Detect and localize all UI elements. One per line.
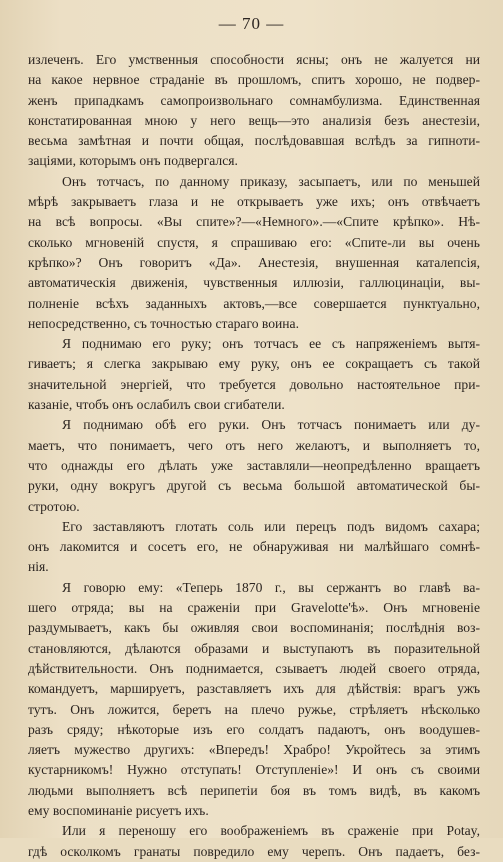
text-line: Я говорю ему: «Теперь 1870 г., вы сержантъ во главѣ ва- [62,579,480,595]
text-line: автоматическія движенія, чувственныя иллюзіи, галлюцинаціи, вы- [28,275,480,291]
text-line: заціями, которымъ онъ подвергался. [28,153,238,169]
text-line: значительной энергіей, что требуется довольно настоятельное при- [28,376,480,392]
text-line: нія. [28,559,49,575]
text-line: маетъ, что понимаетъ, чего отъ него желаютъ, и выполняетъ то, [28,437,480,453]
body-text [28,50,480,862]
paragraph [28,415,480,516]
text-line: стротою. [28,498,80,514]
text-line: раздумываетъ, какъ бы оживляя свои воспоминанія; послѣднія воз- [28,620,480,636]
text-line: становляются, дѣлаются образами и выступаютъ въ поразительной [28,640,480,656]
paragraph [28,517,480,578]
text-line: мѣрѣ закрываетъ глаза и не открываетъ уже ихъ; онъ отвѣчаетъ [28,194,480,210]
text-line: гиваетъ; я слегка закрываю ему руку, онъ ее сокращаетъ съ такой [28,356,480,372]
text-line: на какое нервное страданіе въ прошломъ, спитъ хорошо, не подвер- [28,72,480,88]
text-line: Я поднимаю обѣ его руки. Онъ тотчасъ понимаетъ или ду- [62,417,480,433]
text-line: Или я переношу его воображеніемъ въ сраженіе при Potay, [62,823,480,839]
text-line: весьма замѣтная и почти общая, послѣдовавшая вслѣдъ за гипноти- [28,133,480,149]
text-line: тутъ. Онъ ложится, беретъ на плечо ружье, стрѣляетъ нѣсколько [28,701,480,717]
text-line: женъ припадкамъ самопроизвольнаго сомнамбулизма. Единственная [28,92,480,108]
text-line: онъ лакомится и сосетъ его, не обнаруживая ни малѣйшаго сомнѣ- [28,539,480,555]
page-number: — 70 — [218,14,285,33]
text-line: кустарникомъ! Нужно отступать! Отступленіе»! И онъ съ своими [28,762,480,778]
text-line: ляетъ мужество другихъ: «Впередъ! Храбро! Укройтесь за этимъ [28,742,480,758]
text-line: Онъ тотчасъ, по данному приказу, засыпаетъ, или по меньшей [62,173,480,189]
text-line: излеченъ. Его умственныя способности ясны; онъ не жалуется ни [28,52,480,67]
text-line: полненіе всѣхъ заданныхъ актовъ,—все совершается пунктуально, [28,295,480,311]
paragraph [28,50,480,172]
text-line: крѣпко»? Онъ говоритъ «Да». Анестезія, внушенная каталепсія, [28,254,480,270]
text-line: шего отряда; вы на сраженіи при Gravelotte'ѣ». Онъ мгновеніе [28,600,480,616]
text-line: сколько мгновеній спустя, я спрашиваю его: «Спите-ли вы очень [28,234,480,250]
paragraph [28,334,480,415]
paragraph [28,578,480,822]
text-line: казаніе, чтобъ онъ ослабилъ свои сгибатели. [28,397,285,413]
text-line: ему воспоминаніе рисуетъ ихъ. [28,802,209,818]
paragraph [28,172,480,334]
text-line: непосредственно, съ точностью стараго воина. [28,315,299,331]
text-line: на всѣ вопросы. «Вы спите»?—«Немного».—«Спите крѣпко». Нѣ- [28,214,480,230]
text-line: что однажды его дѣлать уже заставляли—неопредѣленно вращаетъ [28,457,480,473]
text-line: Его заставляютъ глотать соль или перецъ подъ видомъ сахара; [62,518,480,534]
text-line: гдѣ осколкомъ гранаты повредило ему черепъ. Онъ падаетъ, без- [28,843,480,859]
text-line: дѣйствительности. Онъ поднимается, сзываетъ людей своего отряда, [28,660,480,676]
paragraph [28,821,480,862]
text-line: Я поднимаю его руку; онъ тотчасъ ее съ напряженіемъ вытя- [62,336,480,352]
text-line: констатированная мною у него вещь—это анализія безъ анестезіи, [28,112,480,128]
text-line: разъ сряду; нѣкоторые изъ его солдатъ падаютъ, онъ воодушев- [28,721,480,737]
text-line: руки, одну вокругъ другой съ весьма большой автоматической бы- [28,478,480,494]
text-line: командуетъ, маршируетъ, разставляетъ ихъ для дѣйствія: врагъ ужъ [28,681,480,697]
text-line: людьми выполняетъ всѣ перипетіи боя въ томъ видѣ, въ какомъ [28,782,480,798]
